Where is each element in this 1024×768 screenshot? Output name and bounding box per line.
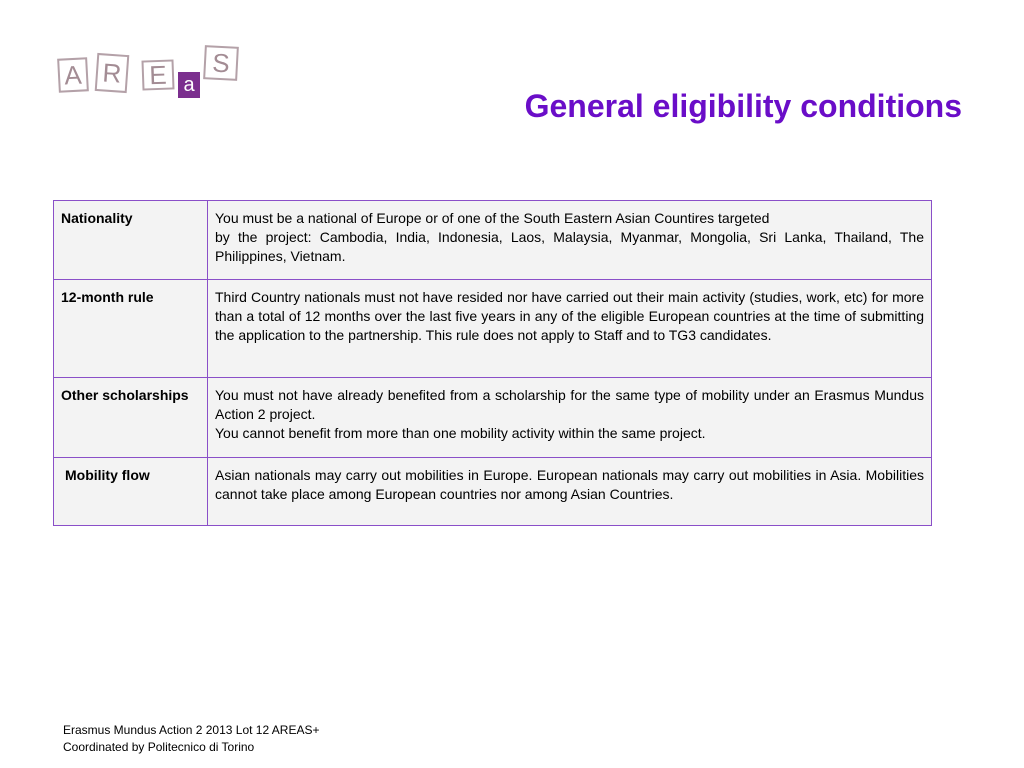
areas-logo bbox=[56, 44, 246, 104]
logo-letter-a: A bbox=[57, 57, 89, 93]
table-row bbox=[54, 458, 932, 526]
row-label-other-scholarships: Other scholarships bbox=[54, 378, 208, 458]
page-title: General eligibility conditions bbox=[524, 88, 962, 124]
text-line: You cannot benefit from more than one mobility activity within the same project. bbox=[215, 425, 706, 441]
text-line: Third Country nationals must not have resided nor have carried out their main activity (studies, work, etc) for more than a total of 12 months over the last five years in any of the eligible European countries at the time of submitting the application to the partnership. This rule does not apply to Staff and to TG3 candidates. bbox=[215, 289, 924, 343]
row-text-mobility-flow bbox=[208, 458, 932, 526]
row-label-nationality: Nationality bbox=[54, 201, 208, 280]
table-row bbox=[54, 201, 932, 280]
row-text-nationality bbox=[208, 201, 932, 280]
row-text-12-month-rule bbox=[208, 280, 932, 378]
footer-line-program: Erasmus Mundus Action 2 2013 Lot 12 AREAS+ bbox=[63, 723, 320, 737]
text-line: You must not have already benefited from a scholarship for the same type of mobility under an Erasmus Mundus Action 2 project. bbox=[215, 387, 924, 422]
footer bbox=[63, 722, 320, 756]
row-label-12-month-rule: 12-month rule bbox=[54, 280, 208, 378]
text-line: Asian nationals may carry out mobilities in Europe. European nationals may carry out mobilities in Asia. Mobilities cannot take place among European countries nor among Asian Countries. bbox=[215, 467, 924, 502]
logo-letter-a-small: a bbox=[178, 72, 200, 98]
table-row bbox=[54, 378, 932, 458]
table-row bbox=[54, 280, 932, 378]
row-label-mobility-flow: Mobility flow bbox=[54, 458, 208, 526]
logo-letter-e: E bbox=[141, 59, 174, 90]
logo-letter-s: S bbox=[203, 45, 239, 81]
row-text-other-scholarships bbox=[208, 378, 932, 458]
text-line: by the project: Cambodia, India, Indonesia, Laos, Malaysia, Myanmar, Mongolia, Sri Lanka, Thailand, The Philippines, Vietnam. bbox=[215, 229, 924, 264]
footer-line-coordinator: Coordinated by Politecnico di Torino bbox=[63, 740, 255, 754]
logo-letter-r: R bbox=[95, 53, 130, 93]
text-line: You must be a national of Europe or of one of the South Eastern Asian Countires targeted bbox=[215, 210, 770, 226]
eligibility-table bbox=[53, 200, 932, 526]
